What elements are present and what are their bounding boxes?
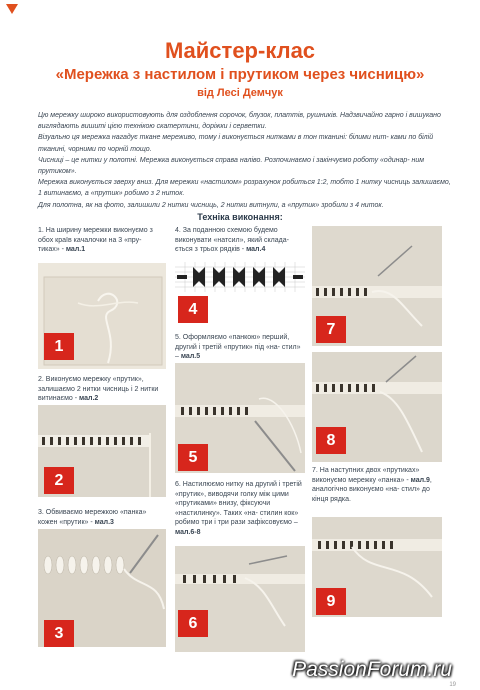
figure-number-badge: 1 [44,333,74,360]
figure-number-badge: 7 [316,316,346,343]
intro-paragraph: Цю мережку широко використовують для оздоблення сорочок, блузок, платтів, рушників. Надзвичайно гарно і вишукано виглядають вишиті цією технікою скатертини, доріжки і серветки. [38,112,441,131]
intro-paragraph: Візуально ця мережка нагадує ткане мереживо, тому і виконується нитками в тон тканині: білими нит- ками по білій тканині, чорними по чорній тощо. [38,134,434,153]
figure-4-scheme [175,262,305,292]
intro-paragraph: Чисниці – це нитки у полотні. Мережка виконується справа наліво. Розпочинаємо і закінчуємо роботу «одинар- ним прутиком». [38,156,425,176]
step-1-text: 1. На ширину мережки виконуємо з обох країв качалочки на 3 «пру- тиках» - мал.1 [38,227,153,254]
figure-number-badge: 4 [178,296,208,323]
figure-number-badge: 9 [316,588,346,615]
step-3-text: 3. Обвиваємо мережкою «панка» кожен «прутик» - мал.3 [38,509,147,526]
step-2-text: 2. Виконуємо мережку «прутик», залишаємо 2 нитки чисниць і 2 нитки витинаємо - мал.2 [38,376,159,403]
intro-paragraph: Мережка виконується зверху вниз. Для мережки «настилом» розрахунок робиться 1:2, тобто 1 нитку чисниць залишаємо, 1 витинаємо, а «прутик» робимо з 2 ниток. [38,179,451,198]
page-title: Майстер-клас [164,38,316,63]
section-title: Техніка виконання: [197,212,283,222]
figure-number-badge: 2 [44,467,74,494]
author-line: від Лесі Демчук [197,87,283,99]
corner-mark-icon [6,4,18,14]
intro-text [38,110,454,211]
step-4-text: 4. За поданною схемою будемо виконувати «натсил», який склада- ється з трьох рядків - мал.4 [175,227,289,254]
intro-paragraph: Для полотна, як на фото, залишили 2 нитки чисниць, 2 нитки витнули, а «прутик» зробили з 4 ниток. [38,201,384,209]
figure-number-badge: 8 [316,427,346,454]
page-subtitle: «Мережка з настилом і прутиком через чисницю» [55,66,425,83]
page-number: 19 [449,682,456,688]
figure-number-badge: 5 [178,444,208,471]
watermark: PassionForum.ru [292,658,452,681]
figure-number-badge: 3 [44,620,74,647]
step-7-text: 7. На наступних двох «прутиках» виконуємо мережку «панка» - мал.9, аналогічно виконуємо «на- стил» до кінця рядка. [312,467,432,503]
figure-number-badge: 6 [178,610,208,637]
step-5-text: 5. Оформляємо «панкою» перший, другий і третій «прутик» під «на- стил» – мал.5 [175,334,301,361]
step-6-text: 6. Настилюємо нитку на другий і третій «прутик», виводячи голку між цими «прутиками» внизу, фіксуючи «настилинку». Таких «на- стилин кок» робимо три і три рази зафіксовуємо – мал.6-8 [175,481,302,536]
